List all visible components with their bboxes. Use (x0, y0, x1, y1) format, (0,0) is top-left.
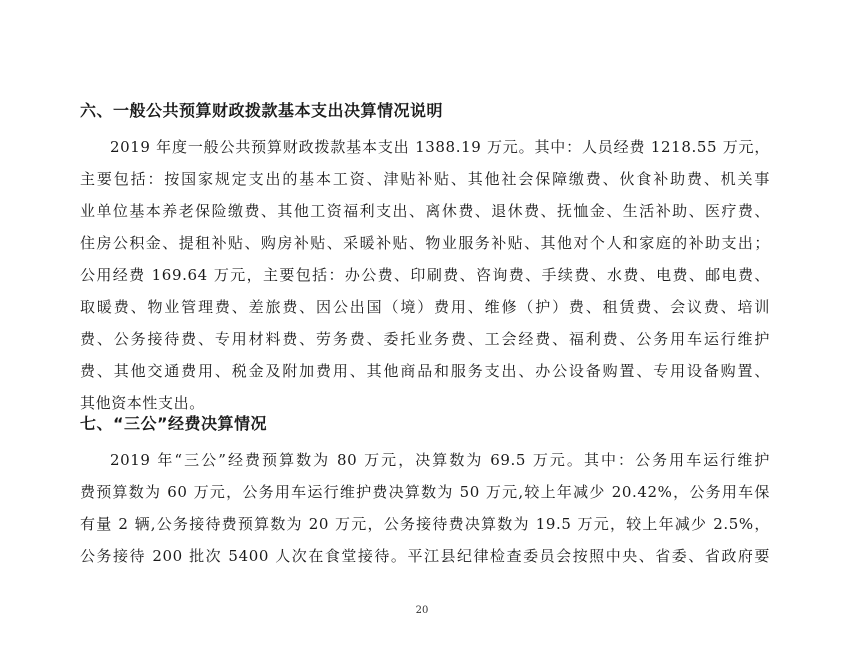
paragraph-line: 取暖费、物业管理费、差旅费、因公出国（境）费用、维修（护）费、租赁费、会议费、培训 (80, 298, 770, 316)
paragraph-line: 业单位基本养老保险缴费、其他工资福利支出、离休费、退休费、抚恤金、生活补助、医疗费、 (80, 202, 770, 220)
paragraph-line: 公用经费 169.64 万元，主要包括：办公费、印刷费、咨询费、手续费、水费、电费、邮电费、 (80, 266, 770, 284)
paragraph-line: 2019 年“三公”经费预算数为 80 万元，决算数为 69.5 万元。其中：公务用车运行维护 (110, 451, 770, 469)
section-7-heading: 七、“三公”经费决算情况 (80, 414, 268, 433)
paragraph-line: 其他资本性支出。 (80, 394, 205, 412)
section-6-heading: 六、一般公共预算财政拨款基本支出决算情况说明 (80, 101, 444, 120)
page-number: 20 (415, 605, 429, 616)
paragraph-line: 费预算数为 60 万元，公务用车运行维护费决算数为 50 万元,较上年减少 20.42%，公务用车保 (80, 483, 770, 501)
paragraph-line: 费、公务接待费、专用材料费、劳务费、委托业务费、工会经费、福利费、公务用车运行维护 (80, 330, 770, 348)
paragraph-line: 费、其他交通费用、税金及附加费用、其他商品和服务支出、办公设备购置、专用设备购置、 (80, 362, 770, 380)
paragraph-line: 有量 2 辆,公务接待费预算数为 20 万元，公务接待费决算数为 19.5 万元，较上年减少 2.5%， (80, 515, 770, 533)
paragraph-line: 2019 年度一般公共预算财政拨款基本支出 1388.19 万元。其中：人员经费 1218.55 万元， (110, 138, 770, 156)
paragraph-line: 公务接待 200 批次 5400 人次在食堂接待。平江县纪律检查委员会按照中央、省委、省政府要 (80, 547, 770, 565)
paragraph-line: 住房公积金、提租补贴、购房补贴、采暖补贴、物业服务补贴、其他对个人和家庭的补助支出； (80, 234, 770, 252)
paragraph-line: 主要包括：按国家规定支出的基本工资、津贴补贴、其他社会保障缴费、伙食补助费、机关事 (80, 170, 770, 188)
